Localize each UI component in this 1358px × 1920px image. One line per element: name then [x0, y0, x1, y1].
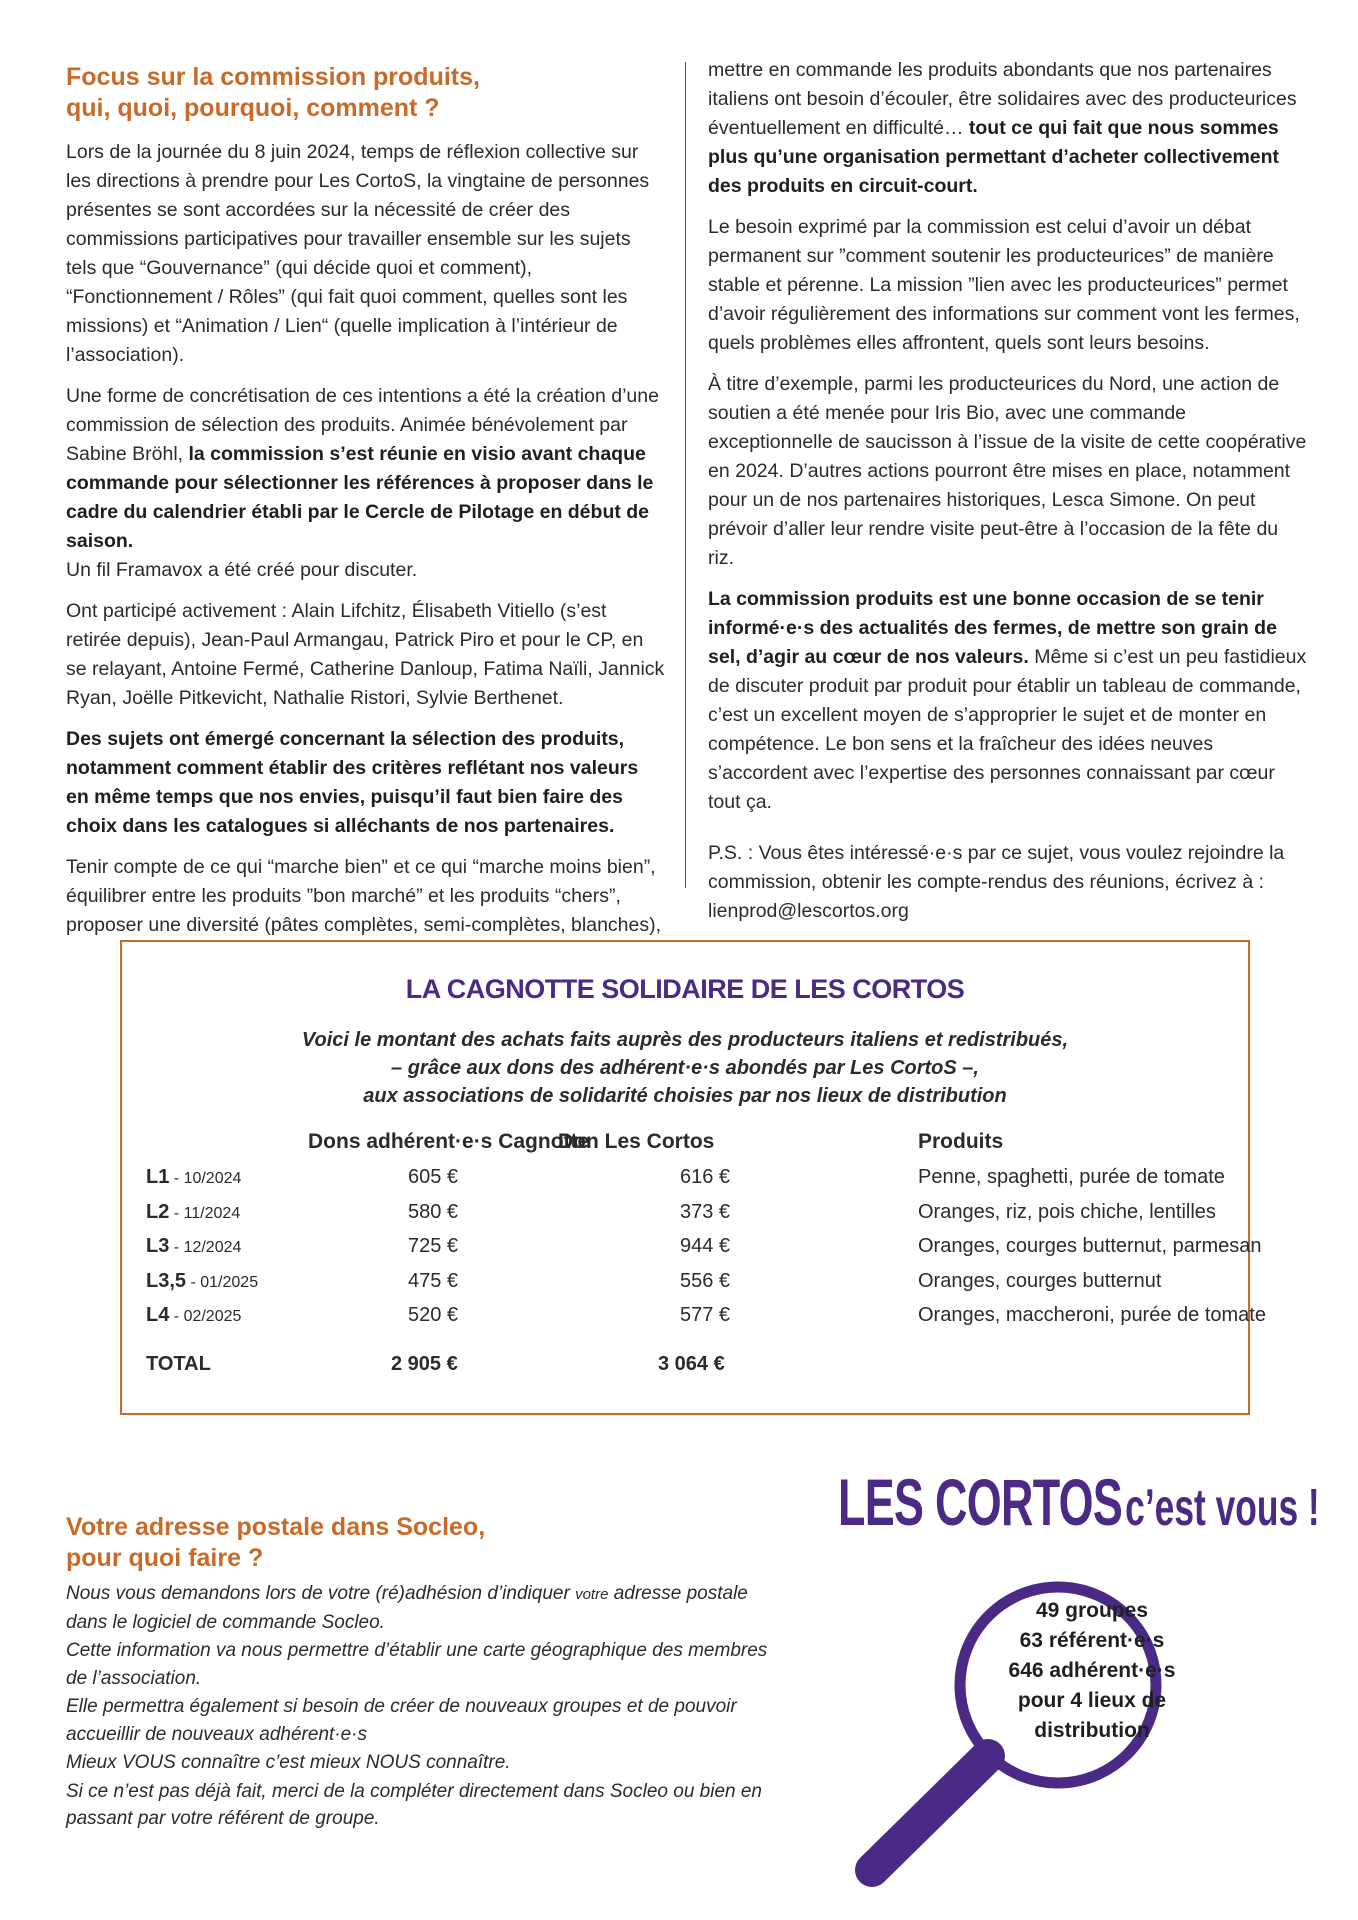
header-dons: Dons adhérent·e·s Cagnotte	[308, 1130, 590, 1153]
brand-name: LES CORTOS	[838, 1465, 1123, 1539]
magnifier-handle	[872, 1756, 988, 1870]
cagnotte-subtitle: Voici le montant des achats faits auprès des producteurs italiens et redistribués, – grâce aux dons des adhérent·e·s abondés par Les CortoS –, aux associations de solidarité choisies par nos lieux de distribution	[301, 1029, 1069, 1107]
focus-paragraph-2: Une forme de concrétisation de ces intentions a été la création d’une commission de sélection des produits. Animée bénévolement par Sabine Bröhl, la commission s’est réunie en visio avant chaque commande pour sélectionner les références à proposer dans le cadre du calendrier établi par le Cercle de Pilotage en début de saison. Un fil Framavox a été créé pour discuter.	[66, 385, 659, 581]
focus-paragraph-participants: Ont participé activement : Alain Lifchitz, Élisabeth Vitiello (s’est retirée depuis), Jean-Paul Armangau, Patrick Piro et pour le CP, en se relayant, Antoine Fermé, Catherine Danloup, Fatima Naïli, Jannick Ryan, Joëlle Pitkevicht, Nathalie Ristori, Sylvie Berthenet.	[66, 600, 665, 709]
header-don-cortos: Don Les Cortos	[558, 1130, 715, 1153]
cagnotte-box: LA CAGNOTTE SOLIDAIRE DE LES CORTOS Voici le montant des achats faits auprès des producteurs italiens et redistribués, – grâce aux dons des adhérent·e·s abondés par Les CortoS –, aux associations de solidarité choisies par nos lieux de distribution Dons adhérent·e·s Cagnotte Don Les Cortos Produits L1 - 10/2024 605 € 616 € Penne, spaghetti, purée de tomate L2 - 11/2024 580 € 373 € Oranges, riz, pois chiche, lentilles L3 - 12/2024 725 € 944 € Oranges, courges butternut, parmesan L3,5 - 01/2025 475 € 556 € Oranges, courges butternut L4 - 02/2025 520 € 577 € Oranges, maccheroni, purée de tomate TOTAL 2 905 € 3 064 €	[120, 940, 1250, 1415]
adresse-line-2: Cette information va nous permettre d’établir une carte géographique des membres de l’association.	[66, 1640, 768, 1689]
adresse-line-1: Nous vous demandons lors de votre (ré)adhésion d’indiquer votre adresse postale dans le logiciel de commande Socleo.	[66, 1583, 748, 1633]
stat-lieux: pour 4 lieux de	[1017, 1689, 1167, 1712]
focus-ps: P.S. : Vous êtes intéressé·e·s par ce sujet, vous voulez rejoindre la commission, obtenir les compte-rendus des réunions, écrivez à : lienprod@lescortos.org	[708, 842, 1285, 922]
focus-paragraph-1: Lors de la journée du 8 juin 2024, temps de réflexion collective sur les directions à prendre pour Les CortoS, la vingtaine de personnes présentes se sont accordées sur la nécessité de créer des commissions participatives pour travailler ensemble sur les sujets tels que “Gouvernance” (qui décide quoi et comment), “Fonctionnement / Rôles” (qui fait quoi comment, quelles sont les missions) et “Animation / Lien“ (quelle implication à l’intérieur de l’association).	[66, 141, 650, 366]
stat-distribution: distribution	[1034, 1719, 1150, 1742]
member-stats	[972, 1596, 1212, 1746]
column-divider	[685, 62, 686, 888]
adresse-line-4: Mieux VOUS connaître c’est mieux NOUS connaître.	[66, 1752, 511, 1773]
focus-right-column	[708, 59, 1308, 938]
focus-paragraph-7: Le besoin exprimé par la commission est celui d’avoir un débat permanent sur ”comment soutenir les producteurices” de manière stable et pérenne. La mission ”lien avec les producteurices” permet d’avoir régulièrement des informations sur comment vont les fermes, quels problèmes elles affrontent, quels sont leurs besoins.	[708, 216, 1300, 354]
adresse-section	[66, 1512, 786, 1834]
brand-slogan	[838, 1464, 1320, 1540]
adresse-title: Votre adresse postale dans Socleo, pour quoi faire ?	[66, 1513, 486, 1572]
stat-groupes: 49 groupes	[1035, 1599, 1149, 1622]
brand-tagline: c’est vous !	[1125, 1479, 1320, 1537]
adresse-line-3: Elle permettra également si besoin de créer de nouveaux groupes et de pouvoir accueillir de nouveaux adhérent·e·s	[66, 1696, 737, 1745]
focus-paragraph-6: mettre en commande les produits abondants que nos partenaires italiens ont besoin d’écouler, être solidaires avec des producteurices éventuellement en difficulté… tout ce qui fait que nous sommes plus qu’une organisation permettant d’acheter collectivement des produits en circuit-court.	[708, 59, 1297, 197]
focus-paragraph-9: La commission produits est une bonne occasion de se tenir informé·e·s des actualités des fermes, de mettre son grain de sel, d’agir au cœur de nos valeurs. Même si c’est un peu fastidieux de discuter produit par produit pour établir un tableau de commande, c’est un excellent moyen de s’approprier le sujet et de monter en compétence. Le bon sens et la fraîcheur des idées neuves s’accordent avec l’expertise des personnes connaissant par cœur tout ça.	[708, 588, 1307, 813]
focus-paragraph-8: À titre d’exemple, parmi les producteurices du Nord, une action de soutien a été menée pour Iris Bio, avec une commande exceptionnelle de saucisson à l’issue de la visite de cette coopérative en 2024. D’autres actions pourront être mises en place, notamment pour un de nos partenaires historiques, Lesca Simone. On peut prévoir d’aller leur rendre visite peut-être à l’occasion de la fête du riz.	[708, 373, 1307, 569]
stat-referents: 63 référent·e·s	[1019, 1629, 1165, 1652]
cagnotte-title: LA CAGNOTTE SOLIDAIRE DE LES CORTOS	[405, 974, 965, 1004]
focus-left-column	[66, 62, 666, 952]
header-produits: Produits	[918, 1130, 1004, 1153]
stat-adherents: 646 adhérent·e·s	[1008, 1659, 1176, 1682]
focus-paragraph-5: Tenir compte de ce qui “marche bien” et ce qui “marche moins bien”, équilibrer entre les produits ”bon marché” et les produits “chers”, proposer une diversité (pâtes complètes, semi-complètes, blanches),	[66, 856, 662, 936]
focus-title: Focus sur la commission produits, qui, quoi, pourquoi, comment ?	[66, 63, 480, 122]
focus-paragraph-subjects: Des sujets ont émergé concernant la sélection des produits, notamment comment établir des critères reflétant nos valeurs en même temps que nos envies, puisqu’il faut bien faire des choix dans les catalogues si alléchants de nos partenaires.	[66, 728, 639, 837]
adresse-line-5: Si ce n’est pas déjà fait, merci de la compléter directement dans Socleo ou bien en passant par votre référent de groupe.	[66, 1780, 762, 1829]
